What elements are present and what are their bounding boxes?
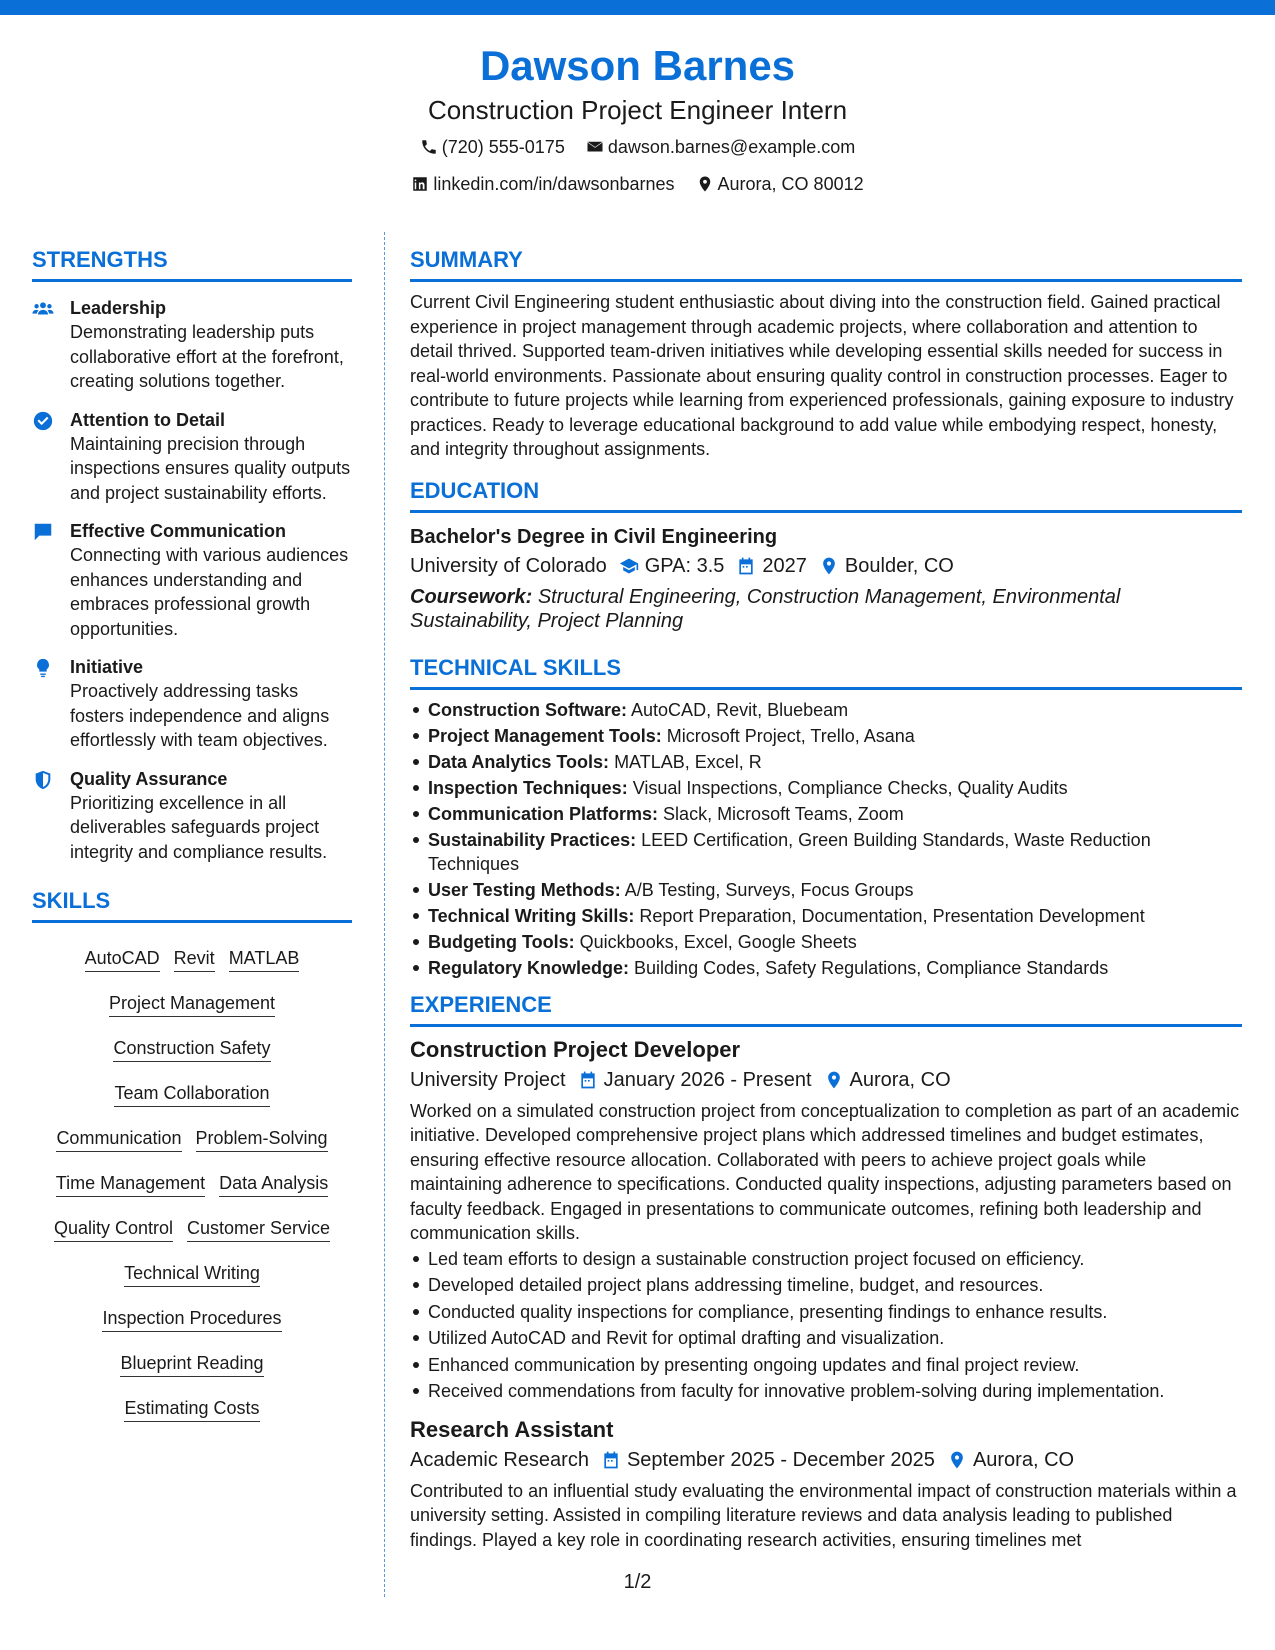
coursework-label: Coursework: [410,585,533,608]
skill-tag: Time Management [56,1171,205,1197]
map-marker-icon [947,1450,967,1470]
comment-icon [32,521,54,543]
strength-desc: Connecting with various audiences enhances understanding and embraces professional growth opportunities. [70,545,349,639]
skills-list [32,937,352,1432]
coursework [410,585,1242,633]
strength-title: Quality Assurance [70,768,228,789]
calendar-icon [578,1070,598,1090]
map-marker-icon [696,175,714,193]
skill-tag: Technical Writing [124,1261,260,1287]
skill-tag: Estimating Costs [124,1396,259,1422]
skills-heading: SKILLS [32,886,352,923]
education-meta [410,551,1242,581]
job-meta [410,1445,1242,1475]
job-description: Worked on a simulated construction project from conceptualization to completion as part of an academic initiative. Developed comprehensive project plans which addressed timelines and budget estimates, ensuring effective resource allocation. Collaborated with peers to achieve project goals while maintaining adherence to specifications. Conducted quality inspections, adjusting parameters based on faculty feedback. Engaged in presentations to communicate outcomes, refining both leadership and communication skills. [410,1100,1240,1243]
strength-title: Attention to Detail [70,409,225,430]
strength-item [32,296,352,394]
skill-tag: Construction Safety [113,1036,270,1062]
list-item: Led team efforts to design a sustainable construction project focused on efficiency. [410,1246,1242,1273]
location-item [696,169,864,199]
summary-text: Current Civil Engineering student enthusiastic about diving into the construction field. Gained practical experience in project management through academic projects, where collaboration and attention to detail thrived. Supported team-driven initiatives while developing essential skills needed for success in real-world environments. Passionate about ensuring quality control in construction processes. Eager to contribute to future projects while learning from experienced professionals, gaining exposure to industry practices. Ready to leverage educational background to add value while embodying respect, honesty, and integrity throughout assignments. [410,292,1234,459]
contact-row-2 [0,169,1275,202]
list-item: Construction Software: AutoCAD, Revit, Bluebeam [410,698,1242,722]
list-item: Inspection Techniques: Visual Inspections, Compliance Checks, Quality Audits [410,776,1242,800]
strength-item [32,408,352,506]
degree-title: Bachelor's Degree in Civil Engineering [410,525,778,548]
strength-item [32,767,352,865]
list-item: Utilized AutoCAD and Revit for optimal drafting and visualization. [410,1325,1242,1352]
strengths-heading: STRENGTHS [32,245,352,282]
candidate-name: Dawson Barnes [479,42,796,89]
list-item: Regulatory Knowledge: Building Codes, Safety Regulations, Compliance Standards [410,956,1242,980]
technical-skills-list [410,698,1242,980]
skill-tag: Quality Control [54,1216,173,1242]
skill-tag: Customer Service [187,1216,330,1242]
list-item: Sustainability Practices: LEED Certification, Green Building Standards, Waste Reduction Techniques [410,828,1242,876]
school-location: Boulder, CO [844,554,954,577]
job-org: Academic Research [410,1448,589,1471]
skill-tag: Communication [56,1126,181,1152]
list-item: Enhanced communication by presenting ongoing updates and final project review. [410,1352,1242,1379]
map-marker-icon [824,1070,844,1090]
job-meta [410,1065,1242,1095]
skill-tag: Team Collaboration [114,1081,269,1107]
skill-tag: Problem-Solving [196,1126,328,1152]
list-item: Project Management Tools: Microsoft Project, Trello, Asana [410,724,1242,748]
candidate-title: Construction Project Engineer Intern [427,95,848,125]
top-accent-bar [0,0,1275,15]
graduation-cap-icon [619,556,639,576]
check-circle-icon [32,410,54,432]
phone-icon [420,138,438,156]
strength-title: Initiative [70,657,144,677]
skill-tag: Inspection Procedures [102,1306,281,1332]
strength-item [32,655,352,753]
list-item: Data Analytics Tools: MATLAB, Excel, R [410,750,1242,774]
skill-tag: Project Management [109,991,275,1017]
list-item: Communication Platforms: Slack, Microsoft Teams, Zoom [410,802,1242,826]
linkedin-icon [411,175,429,193]
calendar-icon [601,1450,621,1470]
list-item: Budgeting Tools: Quickbooks, Excel, Google Sheets [410,930,1242,954]
map-marker-icon [819,556,839,576]
linkedin-item [411,169,674,199]
job-dates: January 2026 - Present [603,1068,812,1091]
strength-title: Leadership [70,298,167,318]
page-number: 1/2 [623,1571,652,1593]
job-title: Research Assistant [410,1416,614,1442]
list-item: User Testing Methods: A/B Testing, Surveys, Focus Groups [410,878,1242,902]
right-column [410,245,1242,1552]
phone-item [420,132,565,162]
job-bullets [410,1246,1242,1405]
job-description: Contributed to an influential study evaluating the environmental impact of construction materials within a university setting. Assisted in compiling literature reviews and data analysis leading to published findings. Played a key role in coordinating research activities, ensuring timelines met [410,1480,1237,1550]
calendar-icon [736,556,756,576]
education-heading: EDUCATION [410,476,1242,513]
email-item [586,132,855,162]
skill-tag: AutoCAD [85,946,160,972]
resume-header [0,40,1275,202]
lightbulb-icon [32,657,54,679]
skill-tag: Blueprint Reading [120,1351,263,1377]
left-column [32,245,352,1432]
summary-heading: SUMMARY [410,245,1242,282]
strength-desc: Prioritizing excellence in all deliverables safeguards project integrity and compliance results. [70,792,328,862]
shield-icon [32,769,54,791]
strength-title: Effective Communication [70,521,287,541]
list-item: Conducted quality inspections for compliance, presenting findings to enhance results. [410,1299,1242,1326]
school-name: University of Colorado [410,554,607,577]
skill-tag: MATLAB [229,946,300,972]
job-dates: September 2025 - December 2025 [626,1448,935,1471]
job-location: Aurora, CO [972,1448,1075,1471]
strength-desc: Demonstrating leadership puts collaborative effort at the forefront, creating solutions together. [70,322,344,391]
job-org: University Project [410,1068,566,1091]
phone-text: (720) 555-0175 [441,137,565,157]
experience-heading: EXPERIENCE [410,990,1242,1027]
job-title: Construction Project Developer [410,1036,741,1062]
strength-desc: Maintaining precision through inspections ensures quality outputs and project sustainability efforts. [70,433,351,503]
skill-tag: Data Analysis [219,1171,328,1197]
job-location: Aurora, CO [849,1068,951,1091]
coursework-text: Structural Engineering, Construction Management, Environmental Sustainability, Project Planning [410,585,1121,632]
contact-row-1 [0,132,1275,165]
graduation-year: 2027 [762,554,807,577]
strength-desc: Proactively addressing tasks fosters independence and aligns effortlessly with team objectives. [70,681,330,750]
strength-item [32,519,352,641]
users-icon [32,298,54,320]
envelope-icon [586,138,604,156]
column-divider [384,232,385,1597]
list-item: Technical Writing Skills: Report Preparation, Documentation, Presentation Development [410,904,1242,928]
list-item: Received commendations from faculty for innovative problem-solving during implementation. [410,1378,1242,1405]
skill-tag: Revit [174,946,215,972]
gpa-text: GPA: 3.5 [644,554,725,577]
list-item: Developed detailed project plans addressing timeline, budget, and resources. [410,1272,1242,1299]
email-text[interactable]: dawson.barnes@example.com [607,137,856,157]
location-text: Aurora, CO 80012 [717,174,864,194]
linkedin-text[interactable]: linkedin.com/in/dawsonbarnes [433,174,675,194]
technical-skills-heading: TECHNICAL SKILLS [410,653,1242,690]
